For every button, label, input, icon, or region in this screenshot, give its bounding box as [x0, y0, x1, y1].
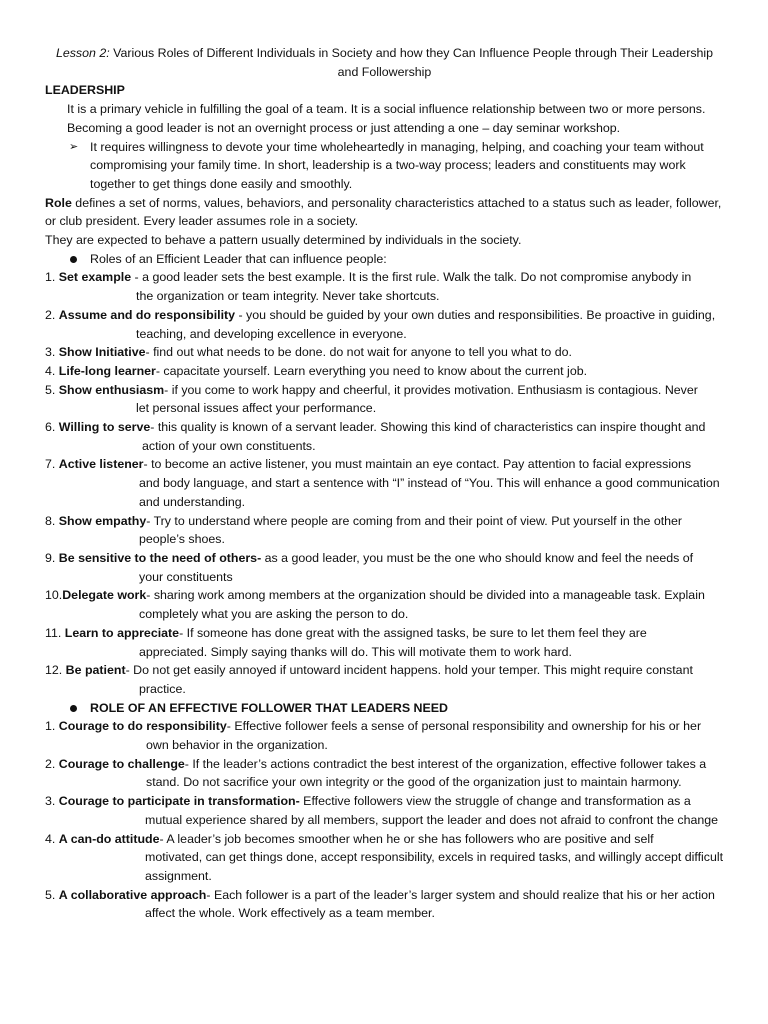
item-term: Active listener	[58, 457, 144, 472]
list-item	[45, 661, 724, 698]
list-item	[45, 586, 724, 623]
item-text: - If someone has done great with the assigned tasks, be sure to let them feel they are	[179, 625, 647, 640]
item-continuation: appreciated. Simply saying thanks will do. This will motivate them to work hard.	[139, 644, 572, 659]
item-term: Show enthusiasm	[58, 382, 165, 397]
item-text: - Each follower is a part of the leader’s larger system and should realize that his or her action	[206, 887, 715, 902]
item-term: Delegate work	[62, 588, 147, 603]
item-text: - a good leader sets the best example. It is the first rule. Walk the talk. Do not compromise anybody in	[131, 270, 692, 285]
item-term: Be sensitive to the need of others-	[58, 550, 262, 565]
list-item	[45, 343, 724, 362]
item-number: 4.	[45, 831, 59, 846]
list-item	[45, 792, 724, 829]
item-text: - capacitate yourself. Learn everything you need to know about the current job.	[155, 363, 588, 378]
item-text: - this quality is known of a servant leader. Showing this kind of characteristics can inspire thought and	[150, 420, 706, 435]
item-number: 3.	[45, 794, 59, 809]
arrow-bullet-icon: ➢	[69, 140, 79, 153]
item-number: 2.	[45, 307, 59, 322]
list-item	[45, 362, 724, 381]
item-number: 11.	[45, 625, 65, 640]
leadership-process: Becoming a good leader is not an overnight process or just attending a one – day seminar workshop.	[67, 120, 621, 135]
item-term: Learn to appreciate	[64, 625, 180, 640]
item-continuation: action of your own constituents.	[142, 438, 316, 453]
role-term: Role	[45, 195, 72, 210]
item-number: 5.	[45, 382, 59, 397]
leader-roles-bullet	[45, 250, 724, 269]
leader-roles-list	[45, 268, 724, 698]
list-item	[45, 830, 724, 886]
item-term: Courage to challenge	[58, 756, 185, 771]
item-continuation: the organization or team integrity. Never take shortcuts.	[136, 289, 440, 304]
list-item	[45, 549, 724, 586]
item-number: 6.	[45, 420, 59, 435]
role-expectation: They are expected to behave a pattern usually determined by individuals in the society.	[45, 233, 522, 248]
follower-roles-heading: ROLE OF AN EFFECTIVE FOLLOWER THAT LEADERS NEED	[90, 700, 448, 715]
item-term: Willing to serve	[58, 420, 151, 435]
item-term: Be patient	[65, 663, 126, 678]
list-item	[45, 512, 724, 549]
item-number: 1.	[45, 719, 59, 734]
list-item	[45, 455, 724, 511]
item-number: 3.	[45, 345, 59, 360]
list-item	[45, 755, 724, 792]
item-text: as a good leader, you must be the one who should know and feel the needs of	[261, 550, 694, 565]
lesson-number: Lesson 2:	[55, 46, 110, 60]
item-term: Set example	[58, 270, 132, 285]
list-item	[45, 418, 724, 455]
item-continuation: stand. Do not sacrifice your own integrity or the good of the organization just to maintain harmony.	[146, 775, 682, 790]
item-text: - A leader’s job becomes smoother when he or she has followers who are positive and self	[159, 831, 654, 846]
role-definition	[45, 194, 724, 231]
follower-roles-bullet	[45, 699, 724, 718]
item-continuation: your constituents	[139, 569, 233, 584]
item-text: Effective followers view the struggle of change and transformation as a	[299, 794, 691, 809]
item-continuation: and body language, and start a sentence with “I” instead of “You. This will enhance a good communication and understanding.	[139, 476, 720, 509]
item-continuation: motivated, can get things done, accept responsibility, excels in required tasks, and willingly accept difficult assignment.	[145, 850, 724, 883]
item-term: Assume and do responsibility	[58, 307, 236, 322]
item-number: 10.	[45, 588, 63, 603]
item-text: - Effective follower feels a sense of personal responsibility and ownership for his or her	[226, 719, 702, 734]
leader-roles-bullet-text: Roles of an Efficient Leader that can influence people:	[90, 251, 387, 266]
lesson-title	[45, 44, 724, 81]
item-text: - to become an active listener, you must maintain an eye contact. Pay attention to facial expressions	[143, 457, 692, 472]
leadership-definition: It is a primary vehicle in fulfilling the goal of a team. It is a social influence relationship between two or more persons.	[67, 102, 706, 117]
item-continuation: mutual experience shared by all members, support the leader and does not afraid to confront the change	[145, 812, 719, 827]
item-term: Courage to participate in transformation-	[58, 794, 300, 809]
item-continuation: let personal issues affect your performance.	[136, 401, 377, 416]
item-number: 4.	[45, 363, 59, 378]
item-continuation: completely what you are asking the person to do.	[139, 607, 409, 622]
item-number: 2.	[45, 756, 59, 771]
item-text: - if you come to work happy and cheerful, it provides motivation. Enthusiasm is contagious. Never	[164, 382, 698, 397]
item-text: - Try to understand where people are coming from and their point of view. Put yourself in the other	[146, 513, 683, 528]
follower-roles-list	[45, 717, 724, 923]
item-term: Show empathy	[58, 513, 147, 528]
item-term: A can-do attitude	[58, 831, 160, 846]
item-text: - you should be guided by your own duties and responsibilities. Be proactive in guiding,	[235, 307, 716, 322]
arrow-point-text: It requires willingness to devote your time wholeheartedly in managing, helping, and coaching your team without compromising your family time. In short, leadership is a two-way process; leaders and constituents may work together to get things done easily and smoothly.	[90, 139, 704, 191]
item-text: - Do not get easily annoyed if untoward incident happens. hold your temper. This might require constant	[125, 663, 693, 678]
list-item	[45, 886, 724, 923]
leadership-heading: LEADERSHIP	[45, 83, 125, 98]
item-text: - find out what needs to be done. do not wait for anyone to tell you what to do.	[145, 345, 572, 360]
item-continuation: teaching, and developing excellence in everyone.	[136, 326, 407, 341]
item-continuation: own behavior in the organization.	[146, 738, 328, 753]
list-item	[45, 306, 724, 343]
item-number: 9.	[45, 550, 59, 565]
role-def-text: defines a set of norms, values, behaviors, and personality characteristics attached to a status such as leader, follower, or club president. Every leader assumes role in a society.	[45, 195, 722, 229]
item-continuation: affect the whole. Work effectively as a team member.	[145, 906, 435, 921]
item-term: A collaborative approach	[58, 887, 207, 902]
lesson-title-text: Various Roles of Different Individuals in Society and how they Can Influence People through Their Leadership and Followership	[109, 46, 714, 79]
list-item	[45, 268, 724, 305]
list-item	[45, 624, 724, 661]
item-number: 1.	[45, 270, 59, 285]
item-continuation: practice.	[139, 681, 186, 696]
item-text: - If the leader’s actions contradict the best interest of the organization, effective follower takes a	[184, 756, 707, 771]
bullet-dot-icon	[70, 256, 77, 263]
leadership-arrow-point	[45, 138, 724, 194]
bullet-dot-icon	[70, 705, 77, 712]
item-term: Courage to do responsibility	[58, 719, 227, 734]
list-item	[45, 381, 724, 418]
item-term: Life-long learner	[58, 363, 156, 378]
item-number: 12.	[45, 663, 66, 678]
item-number: 7.	[45, 457, 59, 472]
item-text: - sharing work among members at the organization should be divided into a manageable task. Explain	[146, 588, 705, 603]
item-continuation: people’s shoes.	[139, 532, 225, 547]
list-item	[45, 717, 724, 754]
item-number: 5.	[45, 887, 59, 902]
item-number: 8.	[45, 513, 59, 528]
item-term: Show Initiative	[58, 345, 146, 360]
